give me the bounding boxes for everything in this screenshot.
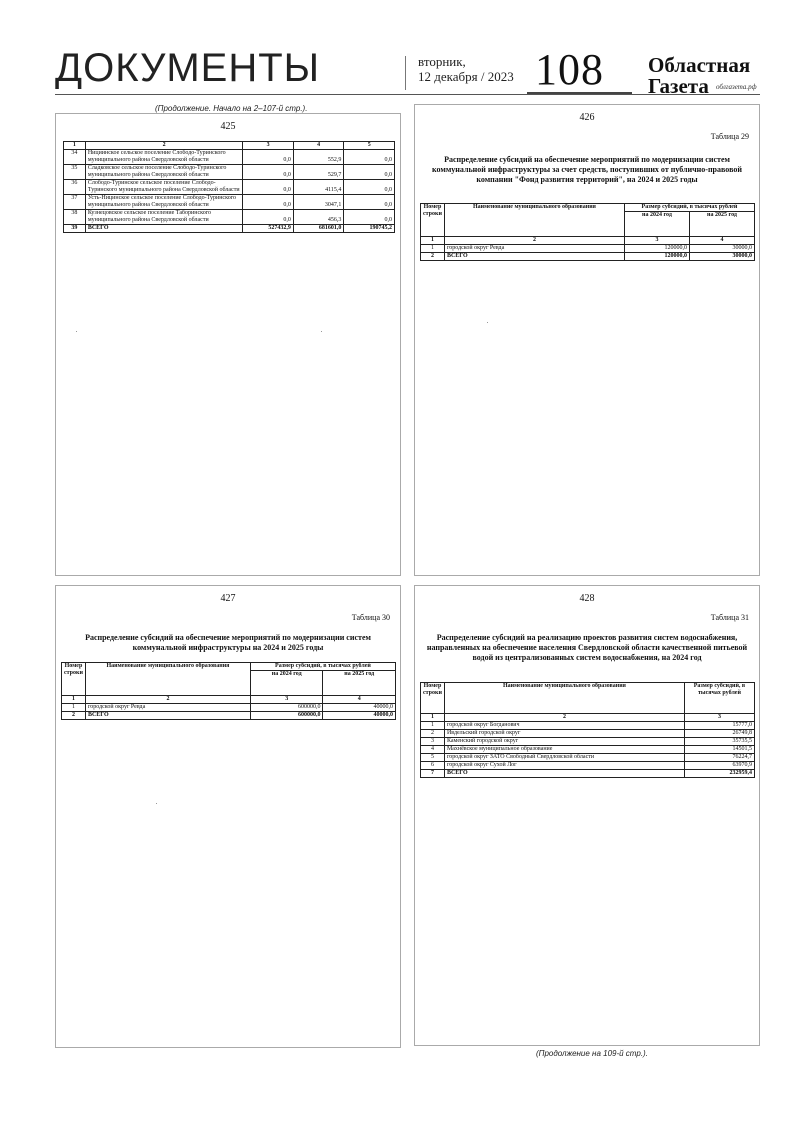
- col-4: 4: [689, 237, 754, 245]
- total-col-5: 190745,2: [344, 225, 395, 233]
- col-4: 4: [323, 696, 396, 704]
- table-row: [64, 195, 395, 210]
- total-col-4: 681601,0: [293, 225, 344, 233]
- page-428-number: 428: [579, 593, 595, 604]
- municipality-name: Ивдельский городской округ: [444, 730, 684, 738]
- value-col-4: 4115,4: [293, 180, 344, 195]
- value-col-3: 0,0: [243, 150, 294, 165]
- table-31-title: Распределение субсидий на реализацию проектов развития систем водоснабжения, направленных на обеспечение населения Свердловской области качественной питьевой водой из централизованных систем водоснабжения, на 2024 год: [426, 633, 748, 662]
- total-2025: 40000,0: [323, 712, 396, 720]
- section-title: ДОКУМЕНТЫ: [55, 46, 321, 90]
- table-29-title: Распределение субсидий на обеспечение мероприятий по модернизации систем коммунальной инфраструктуры за счет средств, поступивших от публично-правовой компании "Фонд развития территорий", на 2024 и 2025 годы: [432, 155, 742, 184]
- value-col-5: 0,0: [344, 195, 395, 210]
- value-col-4: 456,3: [293, 210, 344, 225]
- subsidy-value: 76224,7: [684, 754, 754, 762]
- row-number: 1: [421, 245, 445, 253]
- table-29: [420, 203, 755, 261]
- logo-line-1: Областная: [648, 53, 751, 77]
- total-label: ВСЕГО: [444, 253, 624, 261]
- header-2024: на 2024 год: [624, 212, 689, 237]
- col-1: 1: [64, 142, 86, 150]
- table-30-title: Распределение субсидий на обеспечение мероприятий по модернизации систем коммунальной инфраструктуры на 2024 и 2025 годы: [85, 633, 371, 652]
- page-427-number: 427: [220, 593, 236, 604]
- value-2025: 40000,0: [323, 704, 396, 712]
- scan-speck: [156, 803, 157, 804]
- value-col-5: 0,0: [344, 180, 395, 195]
- value-col-5: 0,0: [344, 165, 395, 180]
- scan-speck: [321, 331, 322, 332]
- table-row: [64, 180, 395, 195]
- municipality-name: городской округ Сухой Лог: [444, 762, 684, 770]
- municipality-name: Нициинское сельское поселение Слободо-Туринского муниципального района Свердловской области: [85, 150, 242, 165]
- municipality-name: городской округ ЗАТО Свободный Свердловской области: [444, 754, 684, 762]
- value-2024: 120000,0: [624, 245, 689, 253]
- total-label: ВСЕГО: [85, 225, 242, 233]
- scan-speck: [76, 331, 77, 332]
- header-subsidy-size: Размер субсидий, в тысячах рублей: [684, 683, 754, 714]
- total-2024: 120000,0: [624, 253, 689, 261]
- value-col-4: 3047,1: [293, 195, 344, 210]
- total-row: [421, 770, 755, 778]
- table-row: [64, 150, 395, 165]
- table-header-row: [64, 142, 395, 150]
- row-number: 38: [64, 210, 86, 225]
- total-2025: 30000,0: [689, 253, 754, 261]
- header-divider: [405, 56, 406, 90]
- total-value: 232959,4: [684, 770, 754, 778]
- row-number: 1: [62, 704, 86, 712]
- table-29-label: Таблица 29: [710, 132, 749, 141]
- issue-day: 12 декабря / 2023: [418, 69, 514, 84]
- subsidy-value: 26749,8: [684, 730, 754, 738]
- issue-date: [418, 54, 514, 84]
- row-number: 5: [421, 754, 445, 762]
- table-row: [421, 245, 755, 253]
- row-number: 37: [64, 195, 86, 210]
- value-col-4: 529,7: [293, 165, 344, 180]
- header-municipality: Наименование муниципального образования: [444, 204, 624, 237]
- value-2024: 600000,0: [250, 704, 323, 712]
- issue-weekday: вторник,: [418, 54, 466, 69]
- table-index-row: [62, 696, 396, 704]
- row-number: 6: [421, 762, 445, 770]
- row-number: 35: [64, 165, 86, 180]
- value-2025: 30000,0: [689, 245, 754, 253]
- page-number: 108: [535, 45, 604, 94]
- col-1: 1: [62, 696, 86, 704]
- header-2025: на 2025 год: [689, 212, 754, 237]
- municipality-name: городской округ Богданович: [444, 722, 684, 730]
- page-426-panel: [414, 104, 760, 576]
- total-row: [64, 225, 395, 233]
- table-30: [61, 662, 396, 720]
- continued-to-note: (Продолжение на 109-й стр.).: [536, 1049, 648, 1058]
- value-col-5: 0,0: [344, 150, 395, 165]
- row-number: 7: [421, 770, 445, 778]
- total-row: [421, 253, 755, 261]
- municipality-name: Кузнецовское сельское поселение Таборинского муниципального района Свердловской области: [85, 210, 242, 225]
- table-row: [421, 730, 755, 738]
- municipality-name: городской округ Ревда: [85, 704, 250, 712]
- table-row: [421, 746, 755, 754]
- municipality-name: Каменский городской округ: [444, 738, 684, 746]
- header-row-number: Номер строки: [62, 663, 86, 696]
- table-header-row: [62, 663, 396, 671]
- value-col-5: 0,0: [344, 210, 395, 225]
- col-3: 3: [684, 714, 754, 722]
- table-row: [64, 165, 395, 180]
- total-label: ВСЕГО: [85, 712, 250, 720]
- total-row: [62, 712, 396, 720]
- municipality-name: городской округ Ревда: [444, 245, 624, 253]
- subsidy-value: 15777,0: [684, 722, 754, 730]
- total-2024: 600000,0: [250, 712, 323, 720]
- row-number: 39: [64, 225, 86, 233]
- col-2: 2: [444, 237, 624, 245]
- row-number: 4: [421, 746, 445, 754]
- value-col-3: 0,0: [243, 195, 294, 210]
- row-number: 36: [64, 180, 86, 195]
- page-426-number: 426: [579, 112, 595, 123]
- col-5: 5: [344, 142, 395, 150]
- col-2: 2: [85, 696, 250, 704]
- header-row-number: Номер строки: [421, 683, 445, 714]
- municipality-name: Сладковское сельское поселение Слободо-Туринского муниципального района Свердловской области: [85, 165, 242, 180]
- row-number: 2: [421, 730, 445, 738]
- col-1: 1: [421, 714, 445, 722]
- header-2025: на 2025 год: [323, 671, 396, 696]
- col-3: 3: [250, 696, 323, 704]
- table-row: [421, 762, 755, 770]
- header-municipality: Наименование муниципального образования: [444, 683, 684, 714]
- header-2024: на 2024 год: [250, 671, 323, 696]
- subsidy-value: 35735,5: [684, 738, 754, 746]
- page-427-panel: [55, 585, 401, 1048]
- row-number: 1: [421, 722, 445, 730]
- value-col-3: 0,0: [243, 180, 294, 195]
- municipality-name: Слободо-Туринское сельское поселение Слободо-Туринского муниципального района Свердловской области: [85, 180, 242, 195]
- table-row: [421, 722, 755, 730]
- total-label: ВСЕГО: [444, 770, 684, 778]
- table-row: [62, 704, 396, 712]
- row-number: 2: [62, 712, 86, 720]
- value-col-3: 0,0: [243, 210, 294, 225]
- table-30-label: Таблица 30: [351, 613, 390, 622]
- table-row: [421, 754, 755, 762]
- header-subsidy-size: Размер субсидий, в тысячах рублей: [624, 204, 754, 212]
- page-425-table: [63, 141, 395, 233]
- table-header-row: [421, 204, 755, 212]
- header-subsidy-size: Размер субсидий, в тысячах рублей: [250, 663, 395, 671]
- value-col-3: 0,0: [243, 165, 294, 180]
- page-428-panel: [414, 585, 760, 1046]
- municipality-name: Махнёвское муниципальное образование: [444, 746, 684, 754]
- logo-line-2: Газета: [648, 74, 709, 98]
- subsidy-value: 14501,5: [684, 746, 754, 754]
- page-425-panel: [55, 113, 401, 576]
- municipality-name: Усть-Ницинское сельское поселение Слободо-Туринского муниципального района Свердловской области: [85, 195, 242, 210]
- col-2: 2: [444, 714, 684, 722]
- col-2: 2: [85, 142, 242, 150]
- header-municipality: Наименование муниципального образования: [85, 663, 250, 696]
- header-row-number: Номер строки: [421, 204, 445, 237]
- table-index-row: [421, 237, 755, 245]
- continued-from-note: (Продолжение. Начало на 2–107-й стр.).: [155, 104, 308, 113]
- table-31-label: Таблица 31: [710, 613, 749, 622]
- col-3: 3: [624, 237, 689, 245]
- logo-url: облгазета.рф: [716, 83, 757, 91]
- header-rule: [55, 94, 760, 95]
- value-col-4: 552,9: [293, 150, 344, 165]
- col-3: 3: [243, 142, 294, 150]
- table-row: [421, 738, 755, 746]
- page-425-number: 425: [220, 121, 236, 132]
- row-number: 34: [64, 150, 86, 165]
- table-header-row: [421, 683, 755, 714]
- row-number: 3: [421, 738, 445, 746]
- scan-speck: [487, 322, 488, 323]
- table-row: [64, 210, 395, 225]
- col-4: 4: [293, 142, 344, 150]
- row-number: 2: [421, 253, 445, 261]
- table-index-row: [421, 714, 755, 722]
- table-31: [420, 682, 755, 778]
- total-col-3: 527432,9: [243, 225, 294, 233]
- col-1: 1: [421, 237, 445, 245]
- subsidy-value: 63970,9: [684, 762, 754, 770]
